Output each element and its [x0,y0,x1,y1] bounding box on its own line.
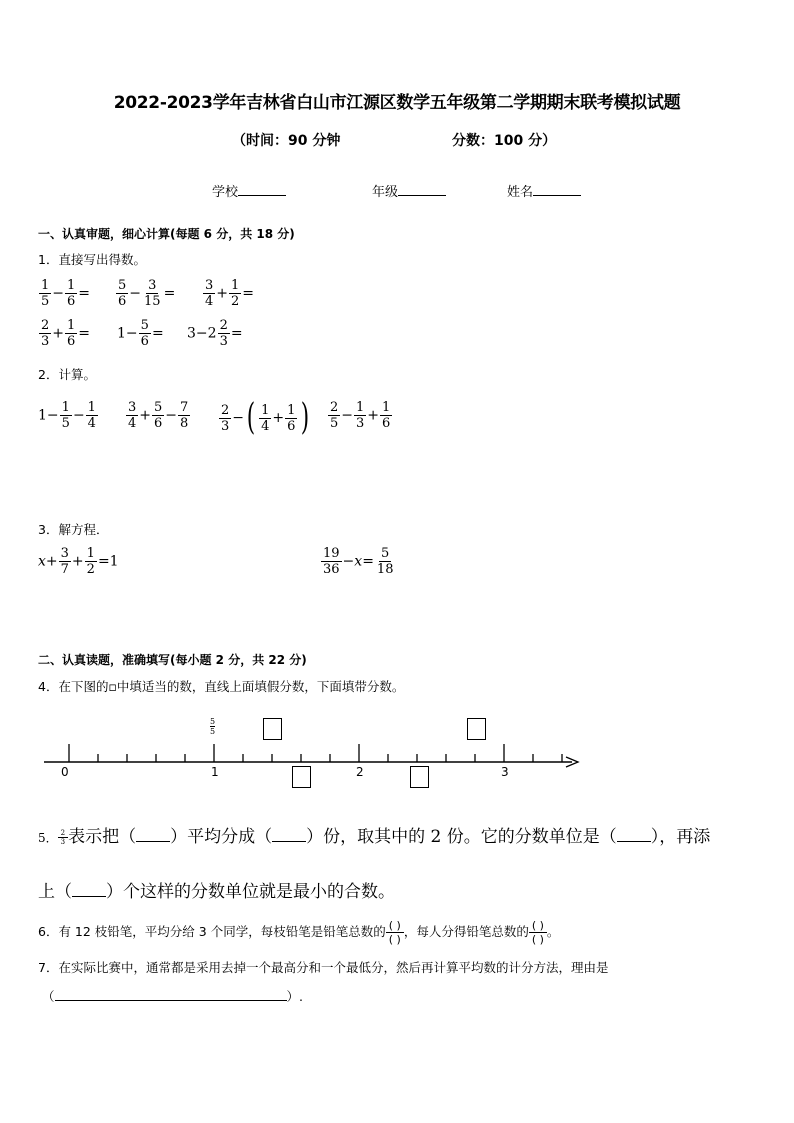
fraction: $\frac{3}{7}$ [60,546,69,577]
q2-expr-3: $\frac{2}{3}$ −( $\frac{1}{4}$ + $\frac{1}{6}$ ) [221,397,310,438]
answer-blank[interactable] [617,827,651,842]
answer-box-above-1[interactable] [263,718,282,740]
question-6: 6．有 12 枝铅笔，平均分给 3 个同学，每枝铅笔是铅笔总数的 ( ) ( ) ，每人分得铅笔总数的 ( ) ( ) 。 [38,919,560,946]
q1-expr-5: 1− $\frac{5}{6}$ = [117,318,164,349]
grade-field[interactable] [372,181,446,200]
q3-equation-1: x+ $\frac{3}{7}$ + $\frac{1}{2}$ =1 [38,546,119,577]
axis-label-2: 2 [356,765,364,779]
section-2-title: 二、认真读题，准确填写(每小题 2 分，共 22 分) [38,653,307,667]
fraction: $\frac{1}{4}$ [261,402,270,434]
question-2: 2．计算。 [38,367,96,382]
fraction: $\frac{5}{18}$ [376,546,394,577]
answer-blank[interactable] [272,827,306,842]
fraction-label: 5 5 [210,717,216,736]
fraction: $\frac{1}{3}$ [356,400,365,431]
fraction: $\frac{1}{6}$ [67,318,76,349]
school-blank[interactable] [238,183,286,196]
fraction: $\frac{1}{2}$ [86,546,95,577]
name-blank[interactable] [533,183,581,196]
answer-blank[interactable] [136,827,170,842]
grade-blank[interactable] [398,183,446,196]
fraction: $\frac{2}{5}$ [330,400,339,431]
section-1-title: 一、认真审题，细心计算(每题 6 分，共 18 分) [38,227,295,241]
fraction: $\frac{5}{6}$ [140,318,149,349]
axis-label-3: 3 [501,765,509,779]
question-3: 3．解方程． [38,522,109,537]
fraction: $\frac{1}{6}$ [67,278,76,309]
fraction: $\frac{3}{15}$ [144,278,161,309]
q1-expr-6: 3−2 $\frac{2}{3}$ = [187,318,243,349]
fraction: $\frac{1}{6}$ [382,400,391,431]
answer-fraction-1[interactable]: ( ) ( ) [386,919,404,946]
q2-expr-2: $\frac{3}{4}$ + $\frac{5}{6}$ − $\frac{7}{8}$ [128,400,189,431]
fraction: $\frac{3}{4}$ [128,400,137,431]
exam-time: （时间：90 分钟 [232,133,341,149]
answer-blank[interactable] [55,988,287,1001]
q2-expr-1: 1− $\frac{1}{5}$ − $\frac{1}{4}$ [38,400,96,431]
fraction: $\frac{1}{6}$ [287,402,296,434]
axis-label-1: 1 [211,765,219,779]
answer-blank[interactable] [72,882,106,897]
answer-box-below-2[interactable] [410,766,429,788]
fraction: $\frac{2}{3}$ [221,402,230,434]
fraction: $\frac{2}{3}$ [58,829,68,846]
fraction: $\frac{19}{36}$ [323,546,340,577]
school-field[interactable] [212,181,286,200]
fraction: $\frac{1}{2}$ [231,278,240,309]
fraction: $\frac{7}{8}$ [180,400,189,431]
number-line [0,700,794,795]
page-title: 2022-2023学年吉林省白山市江源区数学五年级第二学期期末联考模拟试题 [113,93,681,113]
name-label: 姓名 [507,185,534,200]
q1-expr-2: $\frac{5}{6}$ − $\frac{3}{15}$ = [118,278,176,309]
fraction: $\frac{5}{6}$ [118,278,127,309]
fraction: $\frac{5}{6}$ [154,400,163,431]
question-5-line-1: 5． $\frac{2}{3}$ 表示把（ ）平均分成（ ）份，取其中的 2 份。它的分数单位是（ ），再添 [38,827,711,847]
fraction: $\frac{3}{4}$ [205,278,214,309]
fraction: $\frac{2}{3}$ [41,318,50,349]
answer-box-above-2[interactable] [467,718,486,740]
question-4: 4．在下图的▫中填适当的数，直线上面填假分数，下面填带分数。 [38,679,405,694]
school-label: 学校 [212,185,239,200]
name-field[interactable] [507,181,581,200]
q3-equation-2: $\frac{19}{36}$ −x= $\frac{5}{18}$ [323,546,394,577]
right-paren: ) [301,397,310,438]
fraction: $\frac{1}{4}$ [87,400,96,431]
exam-score: 分数：100 分） [452,133,557,149]
question-7: 7．在实际比赛中，通常都是采用去掉一个最高分和一个最低分，然后再计算平均数的计分方法，理由是 [38,960,609,975]
q2-expr-4: $\frac{2}{5}$ − $\frac{1}{3}$ + $\frac{1}{6}$ [330,400,391,431]
question-5-line-2: 上（ ）个这样的分数单位就是最小的合数。 [38,882,395,902]
question-7-answer: （ ）. [42,989,303,1004]
grade-label: 年级 [372,185,399,200]
q1-expr-3: $\frac{3}{4}$ + $\frac{1}{2}$ = [205,278,255,309]
fraction: $\frac{1}{5}$ [61,400,70,431]
tick-marks [69,744,562,762]
question-1: 1．直接写出得数。 [38,252,146,267]
fraction: $\frac{2}{3}$ [219,318,228,349]
axis-label-0: 0 [61,765,69,779]
q1-expr-4: $\frac{2}{3}$ + $\frac{1}{6}$ = [41,318,91,349]
q1-expr-1: $\frac{1}{5}$ − $\frac{1}{6}$ = [41,278,91,309]
answer-box-below-1[interactable] [292,766,311,788]
answer-fraction-2[interactable]: ( ) ( ) [529,919,547,946]
fraction: $\frac{1}{5}$ [41,278,50,309]
left-paren: ( [246,397,256,438]
